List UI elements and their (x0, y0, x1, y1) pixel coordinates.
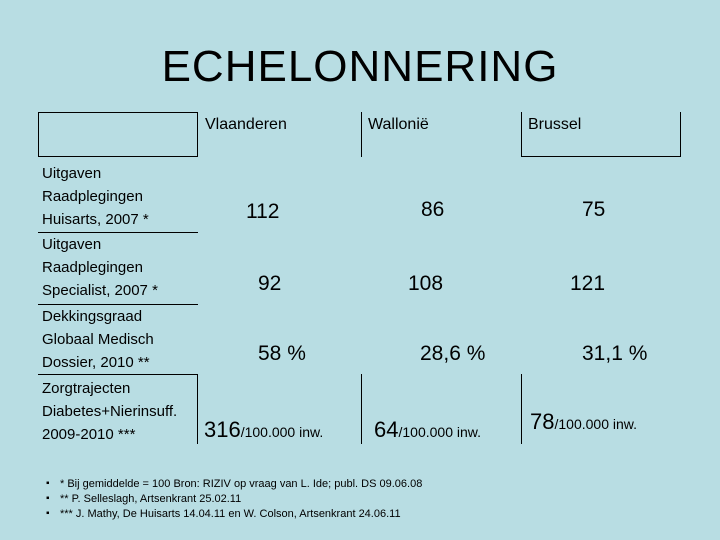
cell-specialist-wallonie: 108 (408, 272, 444, 295)
cell-number: 78 (530, 409, 555, 434)
table-col-divider-1 (197, 112, 198, 157)
cell-huisarts-vlaanderen: 112 (246, 200, 280, 223)
cell-number: 64 (374, 417, 399, 442)
row-label-line: 2009-2010 *** (42, 426, 136, 443)
cell-gmd-vlaanderen: 58 % (258, 342, 306, 365)
cell-zorgtraject-wallonie (374, 417, 481, 443)
cell-gmd-wallonie: 28,6 % (420, 342, 486, 365)
cell-zorgtraject-brussel (530, 409, 637, 435)
table-left-line (38, 112, 39, 157)
cell-unit: /100.000 inw. (240, 424, 324, 440)
table-header-line (38, 156, 198, 157)
row-line-3 (38, 374, 198, 375)
row-label-line: Globaal Medisch (42, 331, 154, 348)
cell-gmd-brussel: 31,1 % (582, 342, 648, 365)
row-label-huisarts (42, 162, 149, 231)
footnote-3: ▪ *** J. Mathy, De Huisarts 14.04.11 en W. Colson, Artsenkrant 24.06.11 (46, 507, 422, 522)
cell-number: 316 (204, 417, 241, 442)
cell-unit: /100.000 inw. (398, 424, 481, 440)
column-header-brussel: Brussel (528, 116, 582, 133)
row-label-line: Dossier, 2010 ** (42, 354, 150, 371)
cell-zorgtraject-vlaanderen (204, 417, 323, 443)
row4-mid-line (361, 374, 362, 444)
table-top-line (38, 112, 198, 113)
column-header-wallonie: Wallonië (368, 116, 429, 133)
row-label-line: Zorgtrajecten (42, 380, 131, 397)
table-col-divider-3 (521, 112, 522, 157)
row-label-line: Diabetes+Nierinsuff. (42, 403, 178, 420)
row4-right-line (521, 374, 522, 444)
footnote-2: ▪ ** P. Selleslagh, Artsenkrant 25.02.11 (46, 492, 422, 507)
table-header-line-right (521, 156, 681, 157)
table-right-line (680, 112, 681, 157)
column-header-vlaanderen: Vlaanderen (205, 116, 287, 133)
row-label-line: Dekkingsgraad (42, 308, 143, 325)
row-label-specialist (42, 233, 158, 302)
table-col-divider-2 (361, 112, 362, 157)
row-label-gmd (42, 305, 154, 374)
row-label-line: Huisarts, 2007 * (42, 211, 149, 228)
cell-huisarts-brussel: 75 (582, 198, 606, 221)
row-label-line: Raadplegingen (42, 188, 143, 205)
row-label-line: Uitgaven (42, 165, 102, 182)
cell-huisarts-wallonie: 86 (421, 198, 445, 221)
cell-specialist-brussel: 121 (570, 272, 606, 295)
row-label-zorgtrajecten (42, 377, 177, 446)
footnotes (46, 477, 422, 522)
page-title: ECHELONNERING (161, 42, 559, 91)
cell-specialist-vlaanderen: 92 (258, 272, 282, 295)
cell-unit: /100.000 inw. (554, 416, 637, 432)
footnote-1: ▪ * Bij gemiddelde = 100 Bron: RIZIV op vraag van L. Ide; publ. DS 09.06.08 (46, 477, 422, 492)
row-label-line: Raadplegingen (42, 259, 143, 276)
row4-left-line (197, 374, 198, 444)
row-label-line: Specialist, 2007 * (42, 282, 158, 299)
row-label-line: Uitgaven (42, 236, 102, 253)
